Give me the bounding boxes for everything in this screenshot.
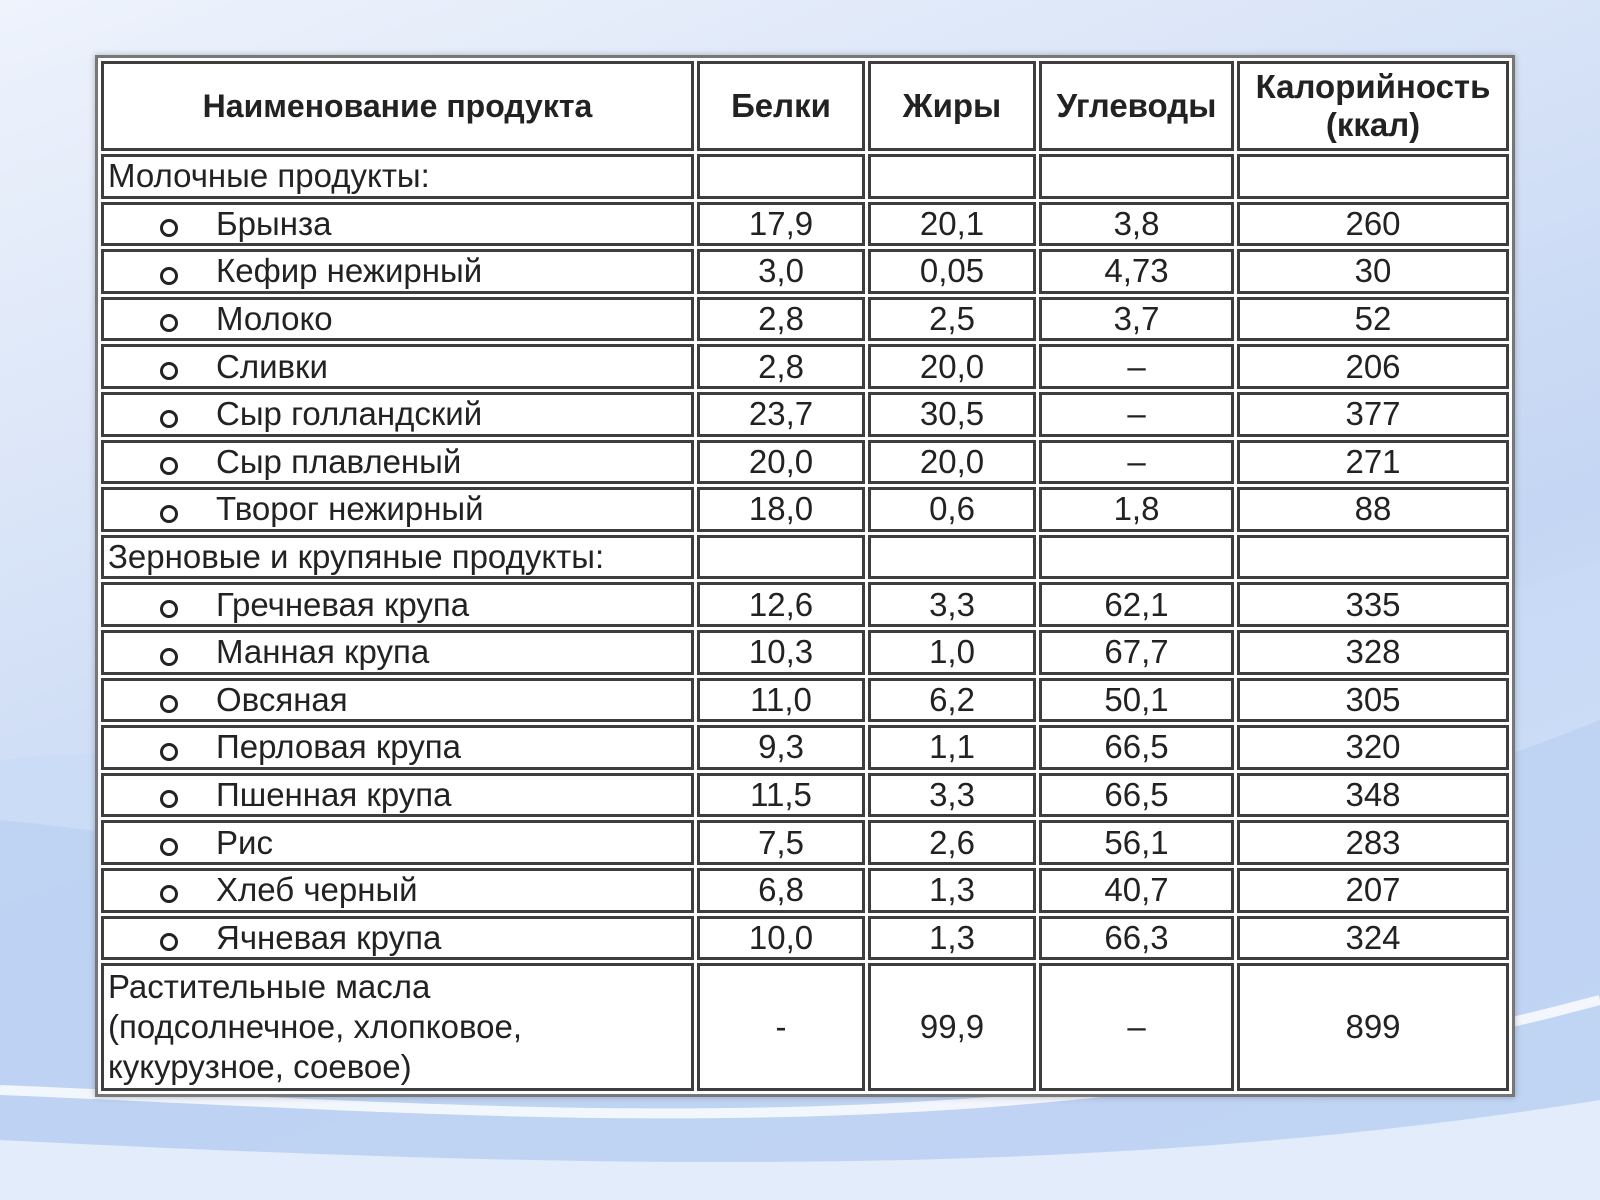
- product-name-cell: [101, 773, 694, 818]
- bullet-circle-icon: [160, 314, 178, 332]
- empty-cell: [697, 154, 865, 199]
- carbs-cell: –: [1039, 440, 1234, 485]
- calories-cell: 377: [1237, 392, 1509, 437]
- protein-cell: -: [697, 963, 865, 1091]
- bullet-circle-icon: [160, 933, 178, 951]
- protein-cell: 3,0: [697, 249, 865, 294]
- protein-cell: 18,0: [697, 487, 865, 532]
- carbs-cell: –: [1039, 392, 1234, 437]
- bullet-circle-icon: [160, 267, 178, 285]
- bullet-circle-icon: [160, 362, 178, 380]
- oils-name-line3: кукурузное, соевое): [108, 1048, 412, 1086]
- product-name: Молоко: [216, 300, 333, 338]
- calories-cell: 320: [1237, 725, 1509, 770]
- header-calories: [1237, 61, 1509, 151]
- product-name: Хлеб черный: [216, 871, 418, 909]
- table-row: [101, 868, 1509, 913]
- table-row: [101, 916, 1509, 961]
- product-name-cell: [101, 630, 694, 675]
- header-calories-line2: (ккал): [1325, 106, 1421, 143]
- protein-cell: 17,9: [697, 202, 865, 247]
- bullet-circle-icon: [160, 410, 178, 428]
- carbs-cell: 3,8: [1039, 202, 1234, 247]
- carbs-cell: 66,5: [1039, 725, 1234, 770]
- table-row: [101, 297, 1509, 342]
- group-title: Зерновые и крупяные продукты:: [101, 535, 694, 580]
- fat-cell: 1,3: [868, 916, 1036, 961]
- fat-cell: 6,2: [868, 678, 1036, 723]
- table-row: [101, 392, 1509, 437]
- protein-cell: 6,8: [697, 868, 865, 913]
- product-name-cell: [101, 582, 694, 627]
- product-name-cell: [101, 202, 694, 247]
- fat-cell: 2,6: [868, 820, 1036, 865]
- protein-cell: 11,0: [697, 678, 865, 723]
- group-title: Молочные продукты:: [101, 154, 694, 199]
- oils-name-line2: (подсолнечное, хлопковое,: [108, 1008, 522, 1046]
- product-name-cell: [101, 678, 694, 723]
- bullet-circle-icon: [160, 838, 178, 856]
- header-product-name: Наименование продукта: [101, 61, 694, 151]
- nutrition-table: [98, 58, 1512, 1094]
- carbs-cell: 66,5: [1039, 773, 1234, 818]
- calories-cell: 899: [1237, 963, 1509, 1091]
- carbs-cell: 40,7: [1039, 868, 1234, 913]
- protein-cell: 2,8: [697, 344, 865, 389]
- product-name: Рис: [216, 823, 273, 861]
- empty-cell: [1237, 535, 1509, 580]
- product-name-cell: [101, 297, 694, 342]
- bullet-circle-icon: [160, 457, 178, 475]
- carbs-cell: 66,3: [1039, 916, 1234, 961]
- empty-cell: [697, 535, 865, 580]
- carbs-cell: –: [1039, 963, 1234, 1091]
- table-row: [101, 202, 1509, 247]
- protein-cell: 7,5: [697, 820, 865, 865]
- product-name-cell: [101, 249, 694, 294]
- product-name: Перловая крупа: [216, 728, 461, 766]
- bullet-circle-icon: [160, 885, 178, 903]
- table-row: [101, 820, 1509, 865]
- fat-cell: 1,0: [868, 630, 1036, 675]
- fat-cell: 3,3: [868, 773, 1036, 818]
- product-name: Ячневая крупа: [216, 918, 442, 956]
- group-row-grains: [101, 535, 1509, 580]
- oils-name-cell: [101, 963, 694, 1091]
- header-carbs: Углеводы: [1039, 61, 1234, 151]
- calories-cell: 305: [1237, 678, 1509, 723]
- fat-cell: 0,05: [868, 249, 1036, 294]
- product-name-cell: [101, 725, 694, 770]
- product-name-cell: [101, 916, 694, 961]
- calories-cell: 206: [1237, 344, 1509, 389]
- bullet-circle-icon: [160, 648, 178, 666]
- table-row: [101, 249, 1509, 294]
- product-name: Гречневая крупа: [216, 585, 470, 623]
- header-calories-line1: Калорийность: [1255, 68, 1491, 105]
- fat-cell: 30,5: [868, 392, 1036, 437]
- bullet-circle-icon: [160, 790, 178, 808]
- calories-cell: 52: [1237, 297, 1509, 342]
- nutrition-table-frame: [95, 55, 1515, 1097]
- fat-cell: 1,1: [868, 725, 1036, 770]
- fat-cell: 20,1: [868, 202, 1036, 247]
- calories-cell: 283: [1237, 820, 1509, 865]
- table-row: [101, 582, 1509, 627]
- product-name: Брынза: [216, 204, 332, 242]
- bullet-circle-icon: [160, 743, 178, 761]
- bullet-circle-icon: [160, 505, 178, 523]
- header-protein: Белки: [697, 61, 865, 151]
- protein-cell: 10,3: [697, 630, 865, 675]
- protein-cell: 20,0: [697, 440, 865, 485]
- empty-cell: [1039, 154, 1234, 199]
- calories-cell: 30: [1237, 249, 1509, 294]
- carbs-cell: 50,1: [1039, 678, 1234, 723]
- table-row: [101, 440, 1509, 485]
- calories-cell: 88: [1237, 487, 1509, 532]
- protein-cell: 23,7: [697, 392, 865, 437]
- empty-cell: [1039, 535, 1234, 580]
- product-name-cell: [101, 344, 694, 389]
- product-name: Овсяная: [216, 680, 348, 718]
- table-row: [101, 344, 1509, 389]
- empty-cell: [1237, 154, 1509, 199]
- protein-cell: 9,3: [697, 725, 865, 770]
- fat-cell: 20,0: [868, 440, 1036, 485]
- empty-cell: [868, 535, 1036, 580]
- calories-cell: 271: [1237, 440, 1509, 485]
- fat-cell: 99,9: [868, 963, 1036, 1091]
- product-name: Пшенная крупа: [216, 776, 452, 814]
- carbs-cell: 62,1: [1039, 582, 1234, 627]
- product-name-cell: [101, 820, 694, 865]
- calories-cell: 324: [1237, 916, 1509, 961]
- table-header-row: [101, 61, 1509, 151]
- table-row: [101, 678, 1509, 723]
- calories-cell: 328: [1237, 630, 1509, 675]
- bullet-circle-icon: [160, 219, 178, 237]
- protein-cell: 12,6: [697, 582, 865, 627]
- product-name: Манная крупа: [216, 633, 430, 671]
- header-fat: Жиры: [868, 61, 1036, 151]
- product-name: Творог нежирный: [216, 490, 484, 528]
- carbs-cell: 4,73: [1039, 249, 1234, 294]
- calories-cell: 260: [1237, 202, 1509, 247]
- fat-cell: 2,5: [868, 297, 1036, 342]
- protein-cell: 10,0: [697, 916, 865, 961]
- calories-cell: 207: [1237, 868, 1509, 913]
- table-row-oils: [101, 963, 1509, 1091]
- carbs-cell: 1,8: [1039, 487, 1234, 532]
- fat-cell: 20,0: [868, 344, 1036, 389]
- product-name-cell: [101, 440, 694, 485]
- product-name-cell: [101, 487, 694, 532]
- protein-cell: 2,8: [697, 297, 865, 342]
- bullet-circle-icon: [160, 695, 178, 713]
- group-row-dairy: [101, 154, 1509, 199]
- fat-cell: 0,6: [868, 487, 1036, 532]
- product-name: Сыр плавленый: [216, 442, 462, 480]
- carbs-cell: 67,7: [1039, 630, 1234, 675]
- calories-cell: 335: [1237, 582, 1509, 627]
- product-name-cell: [101, 868, 694, 913]
- carbs-cell: 3,7: [1039, 297, 1234, 342]
- bullet-circle-icon: [160, 600, 178, 618]
- product-name: Сыр голландский: [216, 395, 483, 433]
- product-name: Кефир нежирный: [216, 252, 483, 290]
- carbs-cell: –: [1039, 344, 1234, 389]
- fat-cell: 1,3: [868, 868, 1036, 913]
- empty-cell: [868, 154, 1036, 199]
- table-row: [101, 487, 1509, 532]
- calories-cell: 348: [1237, 773, 1509, 818]
- table-row: [101, 630, 1509, 675]
- fat-cell: 3,3: [868, 582, 1036, 627]
- product-name-cell: [101, 392, 694, 437]
- carbs-cell: 56,1: [1039, 820, 1234, 865]
- table-row: [101, 773, 1509, 818]
- table-row: [101, 725, 1509, 770]
- product-name: Сливки: [216, 347, 328, 385]
- protein-cell: 11,5: [697, 773, 865, 818]
- oils-name-line1: Растительные масла: [108, 968, 431, 1006]
